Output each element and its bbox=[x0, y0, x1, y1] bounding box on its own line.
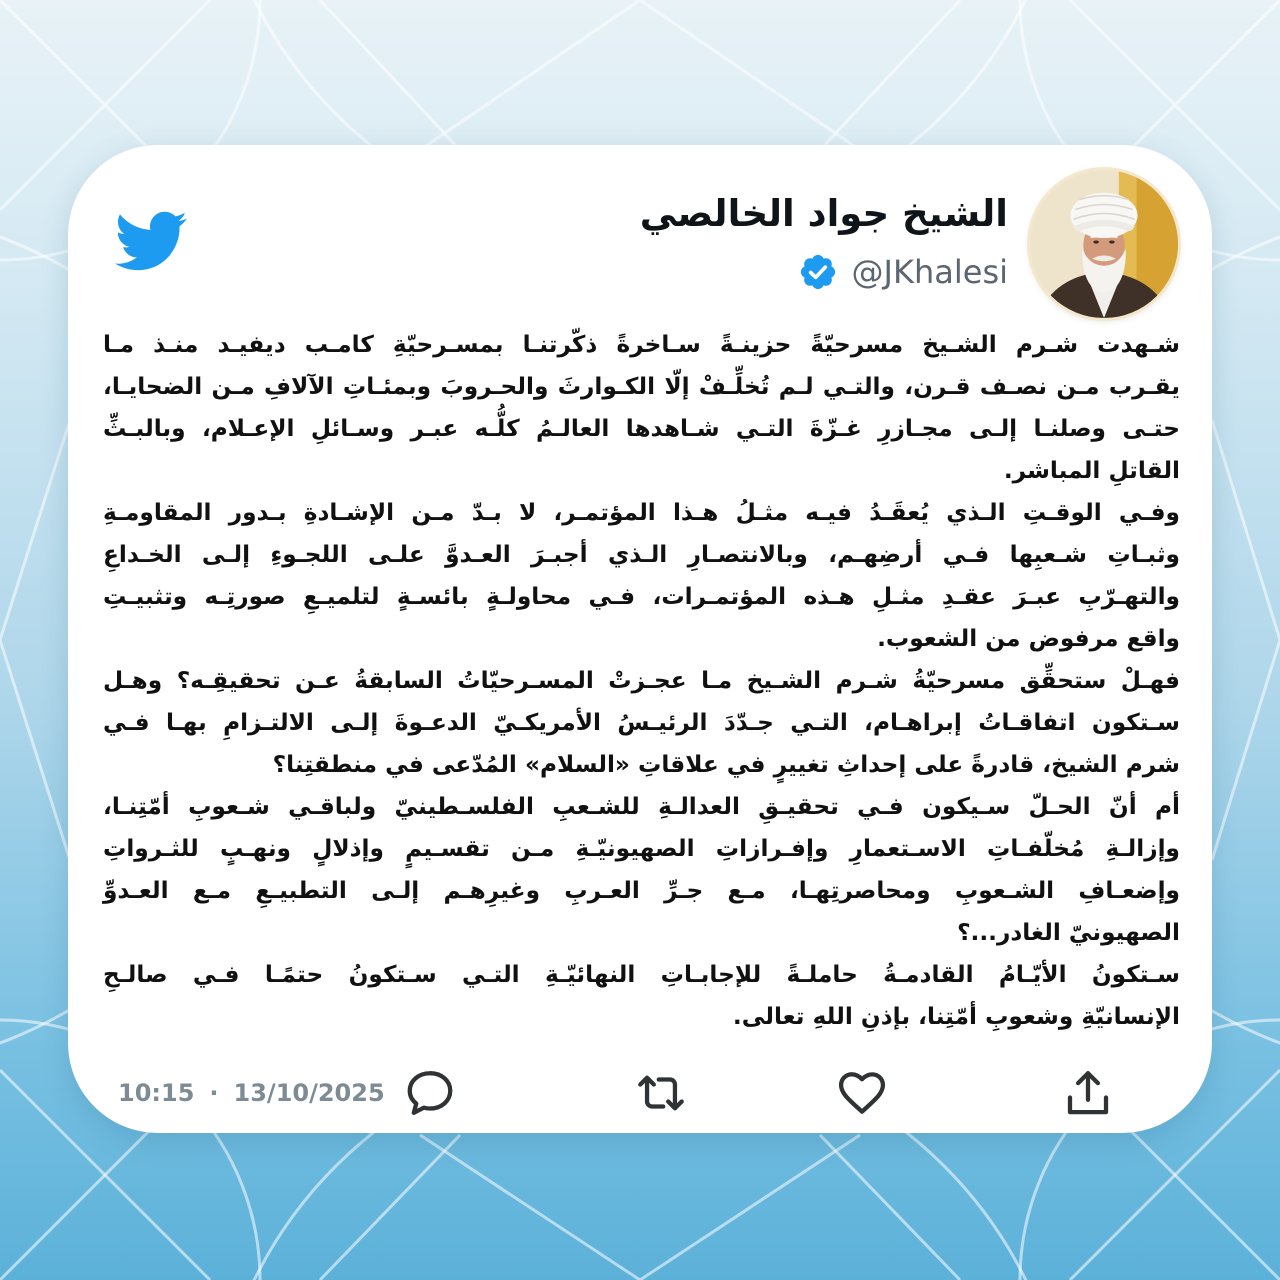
paragraph bbox=[103, 660, 1180, 786]
text-line bbox=[103, 870, 1180, 912]
text-line bbox=[103, 576, 1180, 618]
author-display-name[interactable]: الشيخ جواد الخالصي bbox=[639, 192, 1008, 235]
text-line bbox=[103, 996, 1180, 1038]
tweet-body bbox=[103, 324, 1180, 1038]
text-line bbox=[103, 744, 1180, 786]
text-line-content: يقـرب مـن نصـف قـرن، والتـي لـم تُخلِّـفْ إلّا الكـوارثَ والحـروبَ وبمئـاتِ الآلافِ مـن الضحايـا، bbox=[103, 373, 1180, 400]
text-line-content: الصهيونيّ الغادر...؟ bbox=[957, 919, 1180, 946]
paragraph bbox=[103, 492, 1180, 660]
text-line-content: سـتكونُ الأيّـامُ القادمـةُ حاملـةً للإجابـاتِ النهائيّـةِ التـي سـتكونُ حتمًـا فـي صالـحِ bbox=[103, 961, 1180, 988]
text-line-content: أم أنّ الحـلّ سـيكون فـي تحقيـقِ العدالـةِ للشـعبِ الفلسـطينيّ ولباقـي شـعوبِ أمّتِنـا، bbox=[103, 793, 1180, 820]
text-line bbox=[103, 366, 1180, 408]
text-line bbox=[103, 408, 1180, 450]
retweet-icon bbox=[634, 1066, 688, 1120]
retweet-button[interactable] bbox=[634, 1066, 688, 1120]
share-icon bbox=[1061, 1066, 1115, 1120]
text-line bbox=[103, 954, 1180, 996]
text-line bbox=[103, 492, 1180, 534]
text-line-content: وثبـاتِ شـعبِها فـي أرضِهـم، وبالانتصـارِ الـذي أجبـرَ العـدوَّ علـى اللجـوءِ إلـى الخـداعِ bbox=[103, 541, 1180, 568]
text-line bbox=[103, 534, 1180, 576]
twitter-bird-icon bbox=[112, 209, 188, 273]
avatar-photo bbox=[1030, 170, 1178, 318]
text-line-content: فهـلْ ستحقِّق مسرحيّةُ شـرم الشـيخ مـا عجـزتْ المسـرحيّاتُ السابقةُ عـن تحقيقِـه؟ وهـل bbox=[103, 667, 1180, 694]
like-button[interactable] bbox=[835, 1066, 889, 1120]
tweet-footer bbox=[68, 1066, 1212, 1120]
timestamp[interactable] bbox=[118, 1066, 385, 1120]
text-line-content: وإضعـافِ الشـعوبِ ومحاصرتِهـا، مـع جـرِّ العـربِ وغيرِهـم إلـى التطبيـعِ مـع العـدوِّ bbox=[103, 877, 1180, 904]
author-handle: @JKhalesi bbox=[851, 253, 1008, 291]
author-handle-row[interactable] bbox=[798, 250, 1008, 294]
tweet-time: 10:15 bbox=[118, 1079, 195, 1107]
text-line-content: الإنسانيّةِ وشعوبِ أمّتِنا، بإذنِ اللهِ تعالى. bbox=[732, 1003, 1180, 1030]
paragraph bbox=[103, 954, 1180, 1038]
tweet-date: 13/10/2025 bbox=[233, 1079, 385, 1107]
text-line-content: شـهدت شـرم الشـيخ مسرحيّةً حزينـةً سـاخرةً ذكّرتنـا بمسـرحيّةِ كامـب ديفيـد منـذ مـا bbox=[103, 331, 1180, 358]
paragraph bbox=[103, 786, 1180, 954]
text-line bbox=[103, 828, 1180, 870]
text-line-content: حتـى وصلنـا إلـى مجـازرِ غـزّةَ التـي شـاهدها العالـمُ كلُّـه عبـر وسـائلِ الإعـلام، وبالبـثِّ bbox=[103, 415, 1180, 442]
text-line bbox=[103, 324, 1180, 366]
avatar[interactable] bbox=[1030, 170, 1178, 318]
text-line-content: شرم الشيخ، قادرةً على إحداثِ تغييرٍ في علاقاتِ «السلام» المُدّعى في منطقتِنا؟ bbox=[272, 751, 1180, 778]
paragraph bbox=[103, 324, 1180, 492]
tweet-card bbox=[68, 145, 1212, 1133]
text-line-content: واقع مرفوض من الشعوب. bbox=[877, 625, 1180, 652]
like-heart-icon bbox=[835, 1066, 889, 1120]
text-line-content: والتهـرّبِ عبـرَ عقـدِ مثـلِ هـذه المؤتمـرات، فـي محاولـةٍ بائسـةٍ لتلميـعِ صورتِـه وتثبيـتِ bbox=[103, 583, 1180, 610]
reply-icon bbox=[403, 1066, 457, 1120]
verified-badge-icon bbox=[798, 252, 838, 292]
reply-button[interactable] bbox=[403, 1066, 457, 1120]
text-line-content: القاتلِ المباشر. bbox=[1003, 457, 1180, 484]
text-line-content: وإزالـةِ مُخلّفـاتِ الاسـتعمارِ وإفـرازاتِ الصهيونيّـةِ مـن تقسـيمٍ وإذلالٍ ونهـبٍ للثـرواتِ bbox=[103, 835, 1180, 862]
text-line bbox=[103, 660, 1180, 702]
text-line bbox=[103, 702, 1180, 744]
share-button[interactable] bbox=[1061, 1066, 1115, 1120]
timestamp-separator: · bbox=[209, 1079, 219, 1107]
text-line bbox=[103, 618, 1180, 660]
text-line bbox=[103, 912, 1180, 954]
text-line-content: سـتكون اتفاقـاتُ إبراهـام، التـي جـدّدَ الرئيـسُ الأمريكـيّ الدعـوةَ إلـى الالتـزامِ بهـا فـي bbox=[103, 709, 1180, 736]
text-line bbox=[103, 450, 1180, 492]
text-line-content: وفـي الوقـتِ الـذي يُعقَـدُ فيـه مثـلُ هـذا المؤتمـر، لا بـدّ مـن الإشـادةِ بـدور المقاومـةِ bbox=[103, 499, 1180, 526]
text-line bbox=[103, 786, 1180, 828]
